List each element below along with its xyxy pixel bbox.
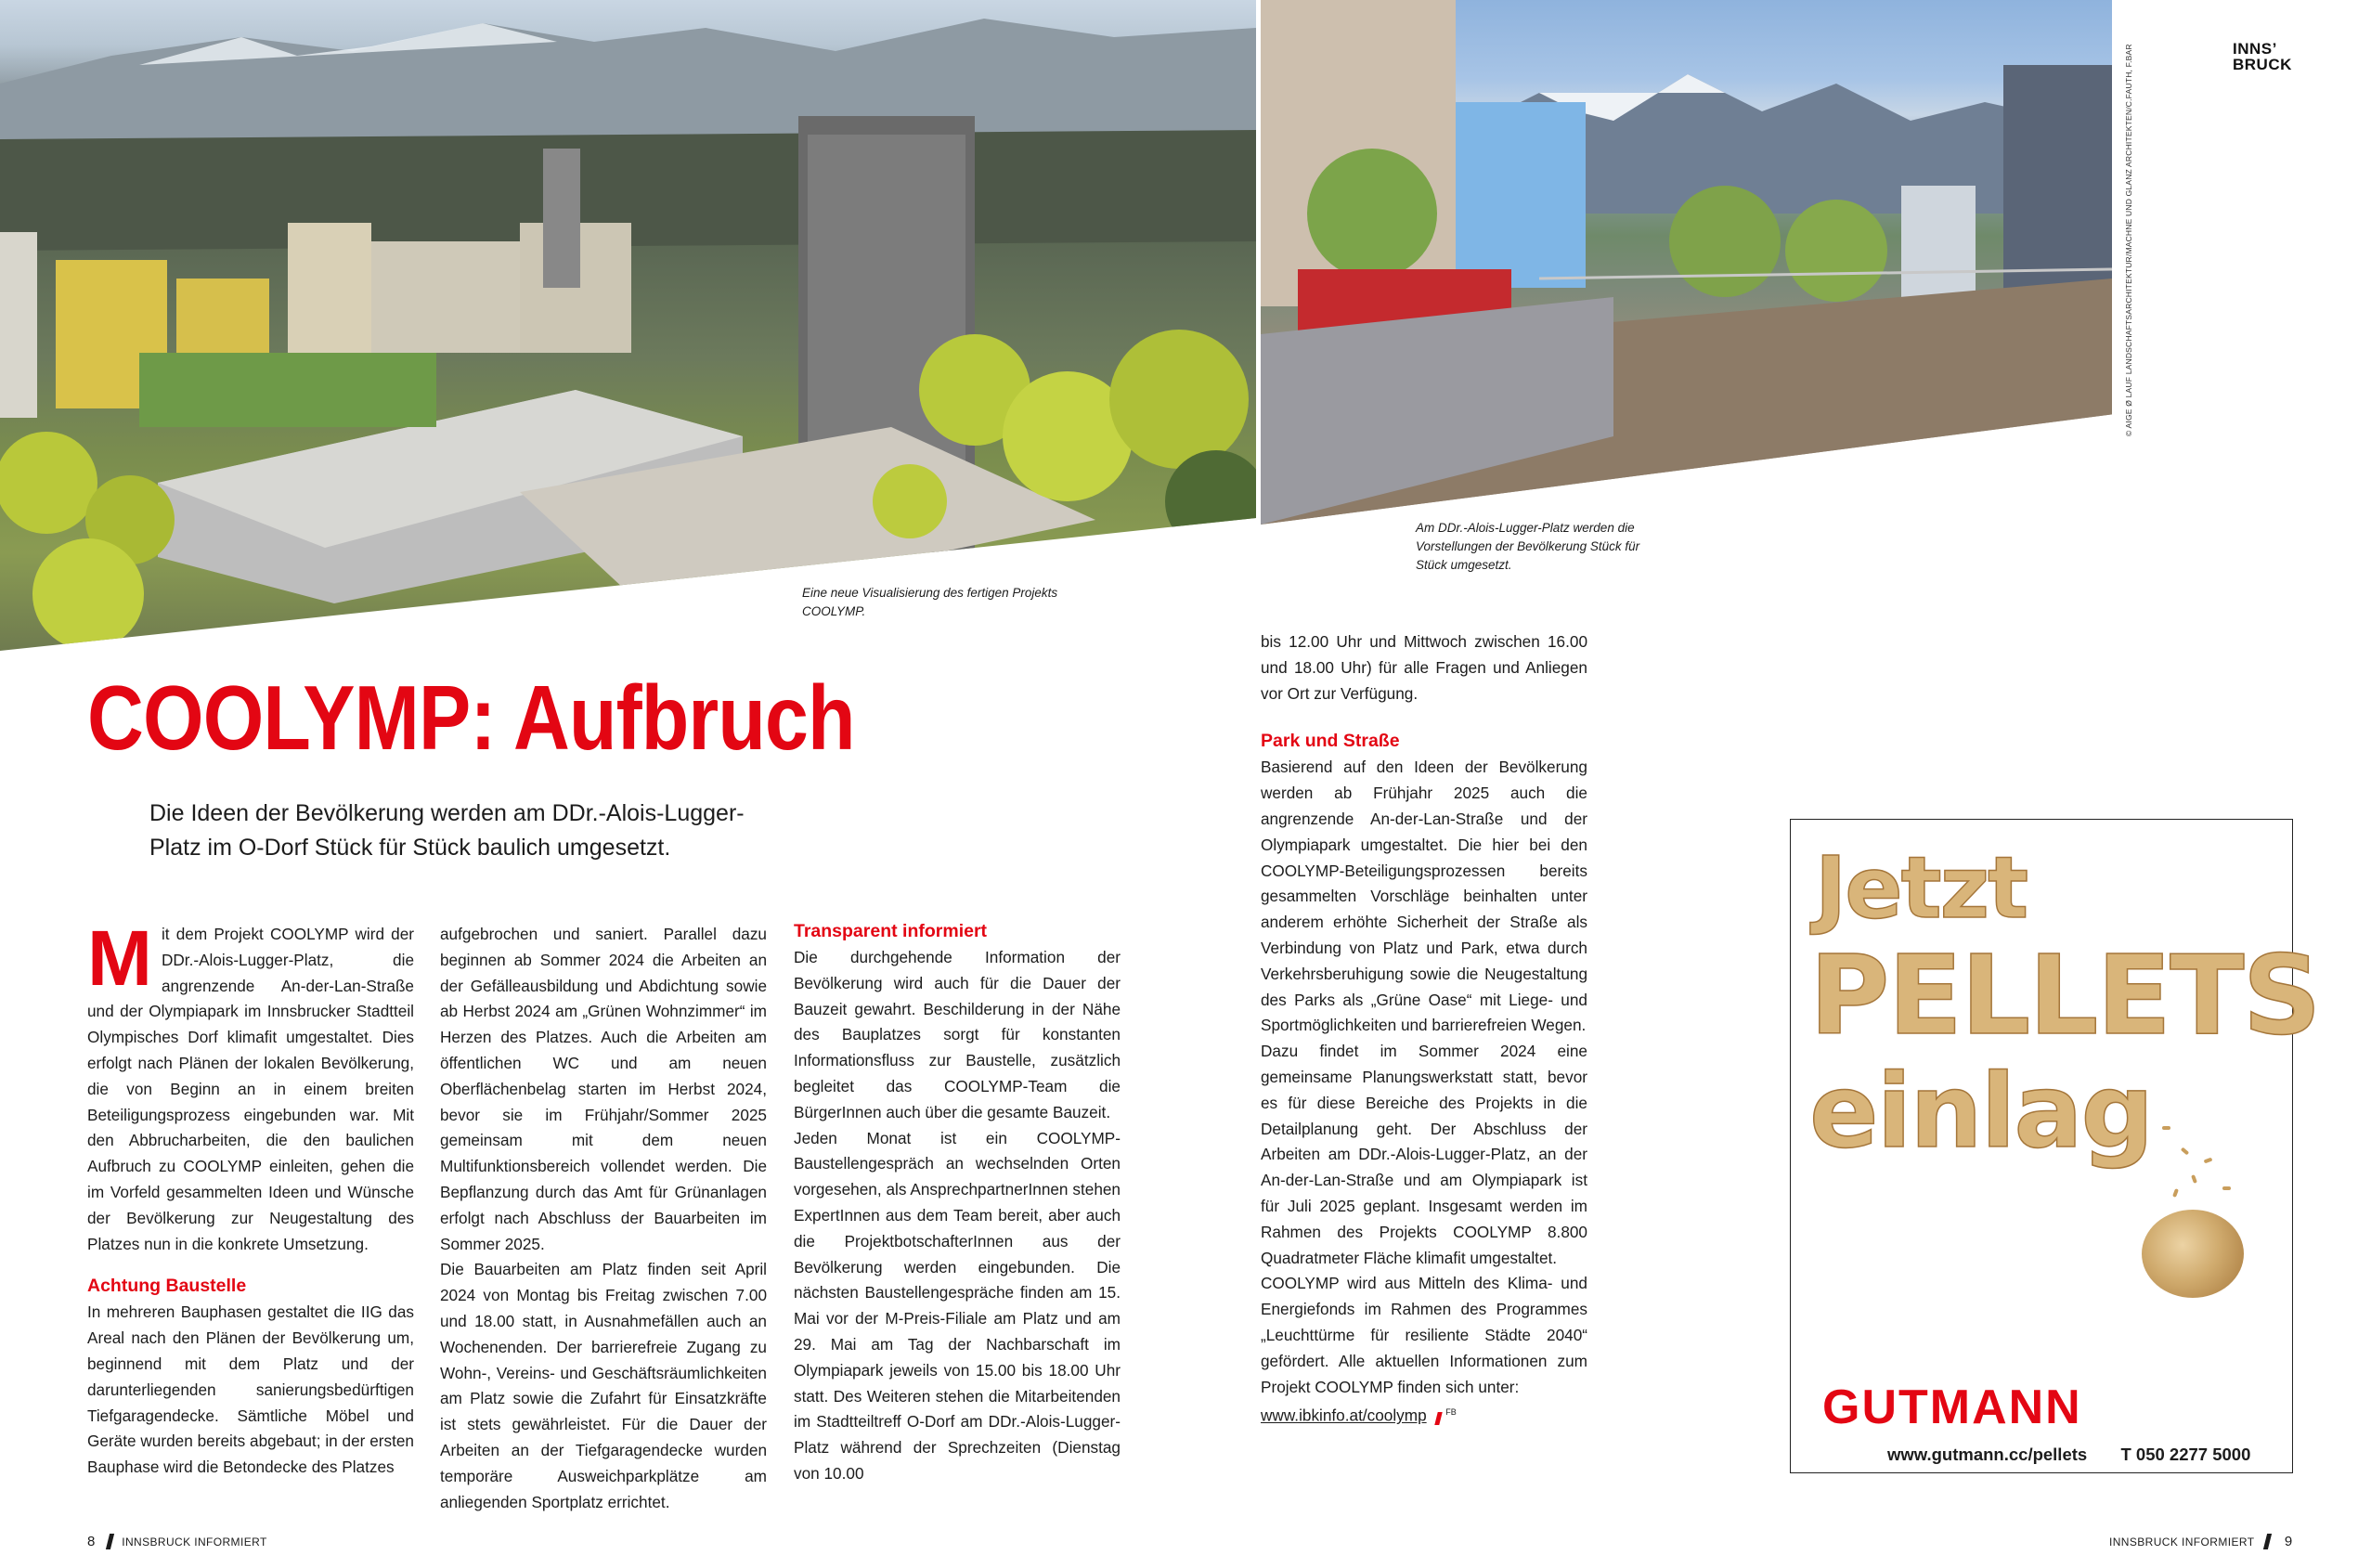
ad-headline-einlag: einlag bbox=[1809, 1052, 2153, 1171]
col3-paragraph-1: Die durchgehende Information der Bevölkerung wird auch für die Dauer der Bauzeit gewahrt. Beschilderung in der Nähe des Bauplatzes sorgt für konstanten Informationsfluss zur Baustelle, zusätzlich begleitet das COOLYMP-Team die BürgerInnen auch über die gesamte Bauzeit. bbox=[794, 948, 1121, 1121]
pellet-icon bbox=[2181, 1147, 2189, 1156]
footer-left bbox=[87, 1534, 267, 1549]
ad-headline-jetzt: Jetzt bbox=[1815, 838, 2028, 938]
pellet-icon bbox=[2204, 1158, 2213, 1164]
ad-url[interactable]: www.gutmann.cc/pellets bbox=[1887, 1445, 2088, 1464]
signature-slash bbox=[1435, 1412, 1443, 1425]
headline-text: COOLYMP: Aufbruch bbox=[87, 667, 855, 769]
gutmann-brand: GUTMANN bbox=[1822, 1380, 2082, 1434]
footer-right bbox=[2109, 1534, 2293, 1549]
col2-paragraph-2: Die Bauarbeiten am Platz finden seit April 2024 von Montag bis Freitag zwischen 7.00 und 18.00 statt, in Ausnahmefällen auch an Wochenenden. Der barrierefreie Zugang zu Wohn-, Vereins- und Geschäftsräumlichkeiten am Platz sowie die Zufahrt für Einsatzkräfte ist stets gewährleistet. Für die Dauer der Arbeiten an der Tiefgaragendecke wurden temporäre Ausweichparkplätze am anliegenden Sportplatz errichtet. bbox=[440, 1260, 767, 1511]
caption-right: Am DDr.-Alois-Lugger-Platz werden die Vorstellungen der Bevölkerung Stück für Stück umgesetzt. bbox=[1416, 521, 1640, 572]
article-column-3 bbox=[794, 917, 1121, 1487]
page-number-right: 9 bbox=[2284, 1534, 2293, 1549]
col4-paragraph-2: Dazu findet im Sommer 2024 eine gemeinsame Planungswerkstatt statt, bevor es für diese Bereiche des Projekts in die Detailplanung geht. Der Abschluss der Arbeiten am DDr.-Alois-Lugger-Platz, an der An-der-Lan-Straße und am Olympiapark ist für Juli 2025 geplant. Insgesamt werden im Rahmen des Projekts COOLYMP 8.800 Quadratmeter Fläche klimafit umgestaltet. bbox=[1261, 1042, 1587, 1267]
logo-line-1: INNS’ bbox=[2233, 40, 2277, 58]
coolymp-link[interactable]: www.ibkinfo.at/coolymp bbox=[1261, 1406, 1427, 1426]
caption-left: Eine neue Visualisierung des fertigen Projekts COOLYMP. bbox=[802, 586, 1058, 618]
footer-label-left: INNSBRUCK INFORMIERT bbox=[122, 1536, 267, 1549]
ad-phone: T 050 2277 5000 bbox=[2120, 1445, 2251, 1464]
footer-label-right: INNSBRUCK INFORMIERT bbox=[2109, 1536, 2255, 1549]
gutmann-pellets-ad[interactable] bbox=[1790, 819, 2320, 1473]
footer-slash-icon bbox=[106, 1534, 114, 1549]
pellet-pile-icon bbox=[2142, 1210, 2244, 1298]
article-column-4 bbox=[1261, 629, 1587, 1430]
footer-slash-icon bbox=[2263, 1534, 2272, 1549]
logo-line-2: BRUCK bbox=[2233, 56, 2292, 73]
author-signature: FB bbox=[1445, 1407, 1457, 1418]
col4-paragraph-3: COOLYMP wird aus Mitteln des Klima- und Energiefonds im Rahmen des Programmes „Leuchttürme für resiliente Städte 2040“ gefördert. Alle aktuellen Informationen zum Projekt COOLYMP finden sich unter: bbox=[1261, 1274, 1587, 1396]
pellet-icon bbox=[2172, 1188, 2179, 1198]
subhead-park-und-strasse: Park und Straße bbox=[1261, 731, 1400, 752]
col1-paragraph-1: it dem Projekt COOLYMP wird der DDr.-Alois-Lugger-Platz, die angrenzende An-der-Lan-Straße und der Olympiapark im Innsbrucker Stadtteil Olympisches Dorf klimafit umgestaltet. Dies erfolgt nach Plänen der lokalen Bevölkerung, die von Beginn an in einem breiten Beteiligungsprozess eingebunden war. Mit den Abbrucharbeiten, die den baulichen Aufbruch zu COOLYMP einleiten, gehen die im Vorfeld gesammelten Ideen und Wünsche der Bevölkerung zur Neugestaltung des Platzes nun in die konkrete Umsetzung. bbox=[87, 925, 414, 1253]
pellet-icon bbox=[2191, 1174, 2197, 1184]
col4-paragraph-1: Basierend auf den Ideen der Bevölkerung werden ab Frühjahr 2025 auch die angrenzende An-der-Lan-Straße und der Olympiapark umgestaltet. Die hier bei den COOLYMP-Beteiligungsprozessen bereits gesammelten Vorschläge beinhalten unter anderem erhöhte Sicherheit der Straße als Verbindung von Platz und Park, etwa durch Verkehrsberuhigung sowie die Neugestaltung des Parks als „Grüne Oase“ mit Liege- und Sportmöglichkeiten und barrierefreien Wegen. bbox=[1261, 758, 1587, 1035]
pellet-icon bbox=[2222, 1186, 2231, 1190]
ad-contact bbox=[1887, 1445, 2250, 1465]
drop-cap: M bbox=[87, 914, 152, 1002]
col2-paragraph-1: aufgebrochen und saniert. Parallel dazu beginnen ab Sommer 2024 die Arbeiten an der Gefälleausbildung und Abdichtung sowie ab Herbst 2024 am „Grünen Wohnzimmer“ im Herzen des Platzes. Auch die Arbeiten am öffentlichen WC und am neuen Oberflächenbelag starten im Herbst 2024, bevor sie im Frühjahr/Sommer 2025 gemeinsam mit dem neuen Multifunktionsbereich vollendet werden. Die Bepflanzung durch das Amt für Grünanlagen erfolgt nach Abschluss der Bauarbeiten im Sommer 2025. bbox=[440, 925, 767, 1253]
article-headline bbox=[87, 667, 979, 769]
article-lead: Die Ideen der Bevölkerung werden am DDr.-Alois-Lugger-Platz im O-Dorf Stück für Stück baulich umgesetzt. bbox=[149, 800, 745, 861]
photo-coolymp-visualization bbox=[0, 0, 1256, 651]
subhead-transparent-informiert: Transparent informiert bbox=[794, 921, 988, 941]
article-column-1 bbox=[87, 914, 414, 1481]
pellet-icon bbox=[2162, 1126, 2170, 1130]
col3-paragraph-2: Jeden Monat ist ein COOLYMP-Baustellengespräch an wechselnden Orten vorgesehen, als AnsprechpartnerInnen stehen ExpertInnen aus dem Team bereit, aber auch die ProjektbotschafterInnen aus der Bevölkerung werden eingebunden. Die nächsten Baustellengespräche finden am 15. Mai vor der M-Preis-Filiale am Platz und am 29. Mai am Tag der Nachbarschaft im Olympiapark jeweils von 15.00 bis 18.00 Uhr statt. Des Weiteren stehen die Mitarbeitenden im Stadtteiltreff O-Dorf am DDr.-Alois-Lugger-Platz während der Sprechzeiten (Dienstag von 10.00 bbox=[794, 1128, 1121, 1483]
subhead-achtung-baustelle: Achtung Baustelle bbox=[87, 1276, 247, 1297]
col1-paragraph-2: In mehreren Bauphasen gestaltet die IIG das Areal nach den Plänen der Bevölkerung um, beginnend mit dem Platz und der darunterliegenden sanierungsbedürftigen Tiefgaragendecke. Sämtliche Möbel und Geräte wurden bereits abgebaut; in der ersten Bauphase wird die Betondecke des Platzes bbox=[87, 1302, 414, 1477]
article-column-2 bbox=[440, 922, 767, 1515]
page-number-left: 8 bbox=[87, 1534, 96, 1549]
photo-credit: © AIGE Ø LAUF LANDSCHAFTSARCHITEKTUR/MACHNE UND GLANZ ARCHITEKTEN/C.FAUTH, F.BAR bbox=[2124, 44, 2133, 436]
col4-paragraph-0: bis 12.00 Uhr und Mittwoch zwischen 16.00 und 18.00 Uhr) für alle Fragen und Anliegen vor Ort zur Verfügung. bbox=[1261, 632, 1587, 703]
innsbruck-logo bbox=[2233, 41, 2292, 72]
photo-construction-site bbox=[1261, 0, 2112, 525]
ad-headline-pellets: PELLETS bbox=[1809, 931, 2320, 1059]
